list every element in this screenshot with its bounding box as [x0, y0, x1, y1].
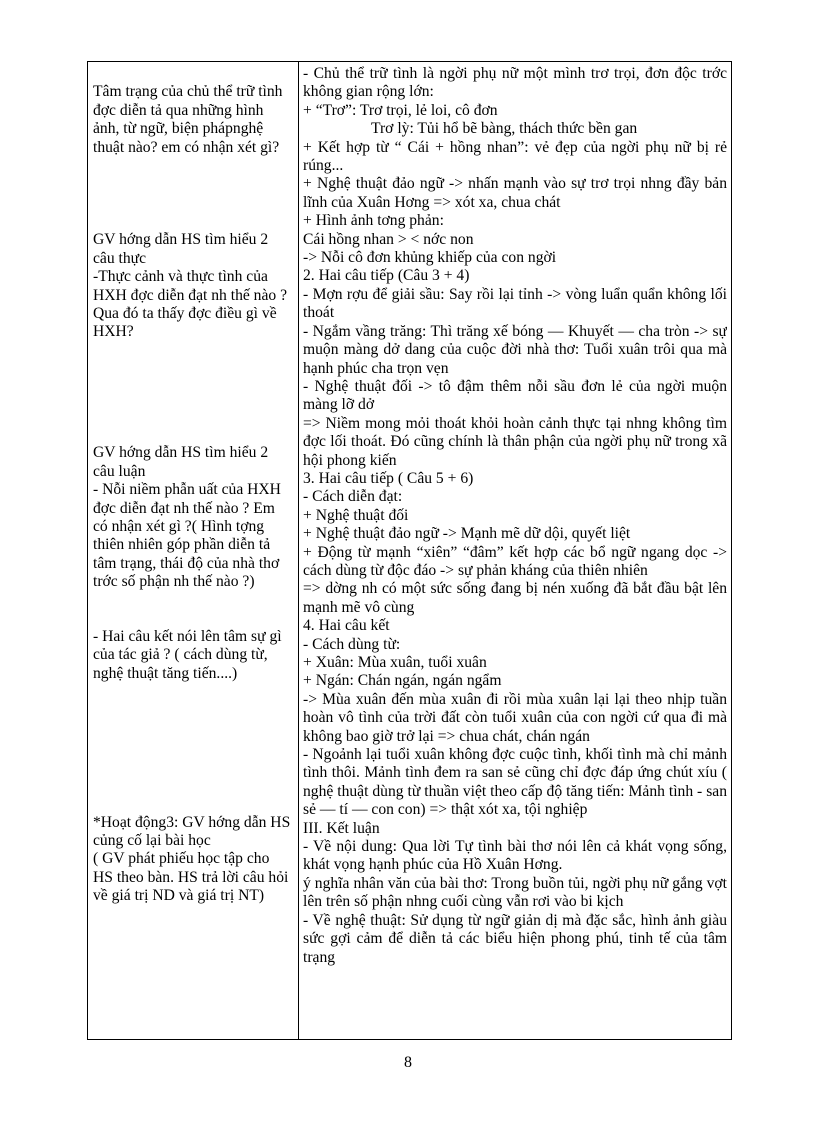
content-line: - Cách dùng từ:	[303, 635, 401, 653]
content-line: -> Nỗi cô đơn khủng khiếp của con ngời	[303, 249, 557, 267]
section-heading: 4. Hai câu kết	[303, 617, 390, 635]
content-line: - Mợn rợu để giải sầu: Say rồi lại tỉnh -> vòng luẩn quẩn không lối thoát	[303, 285, 727, 322]
section-heading: 2. Hai câu tiếp (Câu 3 + 4)	[303, 267, 470, 285]
content-line: + Xuân: Mùa xuân, tuổi xuân	[303, 654, 487, 671]
content-line: Cái hồng nhan > < nớc non	[303, 230, 474, 248]
content-column	[303, 65, 727, 1037]
content-line: - Ngắm vầng trăng: Thì trăng xế bóng — Khuyết — cha tròn -> sự muộn màng dở dang của cuộc đời nhà thơ: Tuổi xuân trôi qua mà hạnh phúc cha trọn vẹn	[303, 322, 727, 377]
content-line: -> Mùa xuân đến mùa xuân đi rồi mùa xuân lại lại theo nhịp tuần hoàn vô tình của trời đất còn tuổi xuân của con ngời cứ qua đi mà không bao giờ trở lại => chua chát, chán ngán	[303, 690, 727, 745]
section-heading: III. Kết luận	[303, 819, 380, 837]
content-line: - Về nội dung: Qua lời Tự tình bài thơ nói lên cả khát vọng sống, khát vọng hạnh phúc của Hồ Xuân Hơng.	[303, 838, 727, 874]
content-line: + Ngán: Chán ngán, ngán ngẩm	[303, 672, 502, 690]
activity-block-4: - Hai câu kết nói lên tâm sự gì của tác giả ? ( cách dùng từ, nghệ thuật tăng tiến....)	[93, 627, 282, 682]
page-number: 8	[404, 1054, 412, 1071]
content-line: - Ngoảnh lại tuổi xuân không đợc cuộc tình, khối tình mà chỉ mảnh tình thôi. Mảnh tình đem ra san sẻ cũng chỉ đợc đáp ứng chút xíu ( nghệ thuật dùng từ thuần việt theo cấp độ tăng tiến: Mảnh tình - san sẻ — tí — con con) => thật xót xa, tội nghiệp	[303, 746, 727, 819]
section-heading: 3. Hai câu tiếp ( Câu 5 + 6)	[303, 469, 474, 487]
content-line: + Hình ảnh tơng phản:	[303, 212, 444, 230]
activity-block-2: GV hớng dẫn HS tìm hiểu 2 câu thực -Thực cảnh và thực tình của HXH đợc diễn đạt nh thế nào ? Qua đó ta thấy đợc điều gì về HXH?	[93, 231, 288, 341]
content-line: - Chủ thể trữ tình là ngời phụ nữ một mình trơ trọi, đơn độc trớc không gian rộng lớn:	[303, 65, 727, 101]
content-line: - Nghệ thuật đối -> tô đậm thêm nỗi sầu đơn lẻ của ngời muộn màng lỡ dở	[303, 377, 727, 414]
content-line: + Kết hợp từ “ Cái + hồng nhan”: vẻ đẹp của ngời phụ nữ bị rẻ rúng...	[303, 138, 727, 175]
content-line: + Nghệ thuật đảo ngữ -> nhấn mạnh vào sự trơ trọi nhng đầy bản lĩnh của Xuân Hơng => xót xa, chua chát	[303, 175, 727, 211]
content-line: => Niềm mong mỏi thoát khỏi hoàn cảnh thực tại nhng không tìm đợc lối thoát. Đó cũng chính là thân phận của ngời phụ nữ trong xã hội phong kiến	[303, 414, 727, 469]
content-line: + “Trơ”: Trơ trọi, lẻ loi, cô đơn	[303, 101, 498, 119]
content-line: - Về nghệ thuật: Sử dụng từ ngữ giản dị mà đặc sắc, hình ảnh giàu sức gợi cảm để diễn tả các biểu hiện phong phú, tinh tế của tâm trạng	[303, 911, 727, 966]
content-line: + Động từ mạnh “xiên” “đâm” kết hợp các bổ ngữ ngang dọc -> cách dùng từ độc đáo -> sự phản kháng của thiên nhiên	[303, 543, 727, 579]
column-divider	[298, 62, 299, 1039]
activity-block-5: *Hoạt động3: GV hớng dẫn HS củng cố lại bài học ( GV phát phiếu học tập cho HS theo bàn. HS trả lời câu hỏi về giá trị ND và giá trị NT)	[93, 813, 291, 905]
content-line: ý nghĩa nhân văn của bài thơ: Trong buồn tủi, ngời phụ nữ gắng vợt lên trên số phận nhng cuối cùng vẫn rơi vào bi kịch	[303, 874, 727, 911]
activity-block-1: Tâm trạng của chủ thể trữ tình đợc diễn tả qua những hình ảnh, từ ngữ, biện phápnghệ thuật nào? em có nhận xét gì?	[93, 83, 283, 156]
content-line: + Nghệ thuật đảo ngữ -> Mạnh mẽ dữ dội, quyết liệt	[303, 525, 631, 543]
content-line: => dờng nh có một sức sống đang bị nén xuống đã bắt đầu bật lên mạnh mẽ vô cùng	[303, 580, 727, 616]
lesson-table	[87, 61, 732, 1040]
content-line: + Nghệ thuật đối	[303, 506, 409, 524]
content-line: Trơ lỳ: Tủi hổ bẽ bàng, thách thức bền gan	[371, 120, 638, 138]
content-line: - Cách diễn đạt:	[303, 488, 403, 506]
activities-column	[93, 65, 293, 924]
activity-block-3: GV hớng dẫn HS tìm hiểu 2 câu luận - Nỗi niềm phẫn uất của HXH đợc diễn đạt nh thế nào ? Em có nhận xét gì ?( Hình tợng thiên nhiên góp phần diễn tả tâm trạng, thái độ của nhà thơ trớc số phận nh thế nào ?)	[93, 444, 281, 591]
